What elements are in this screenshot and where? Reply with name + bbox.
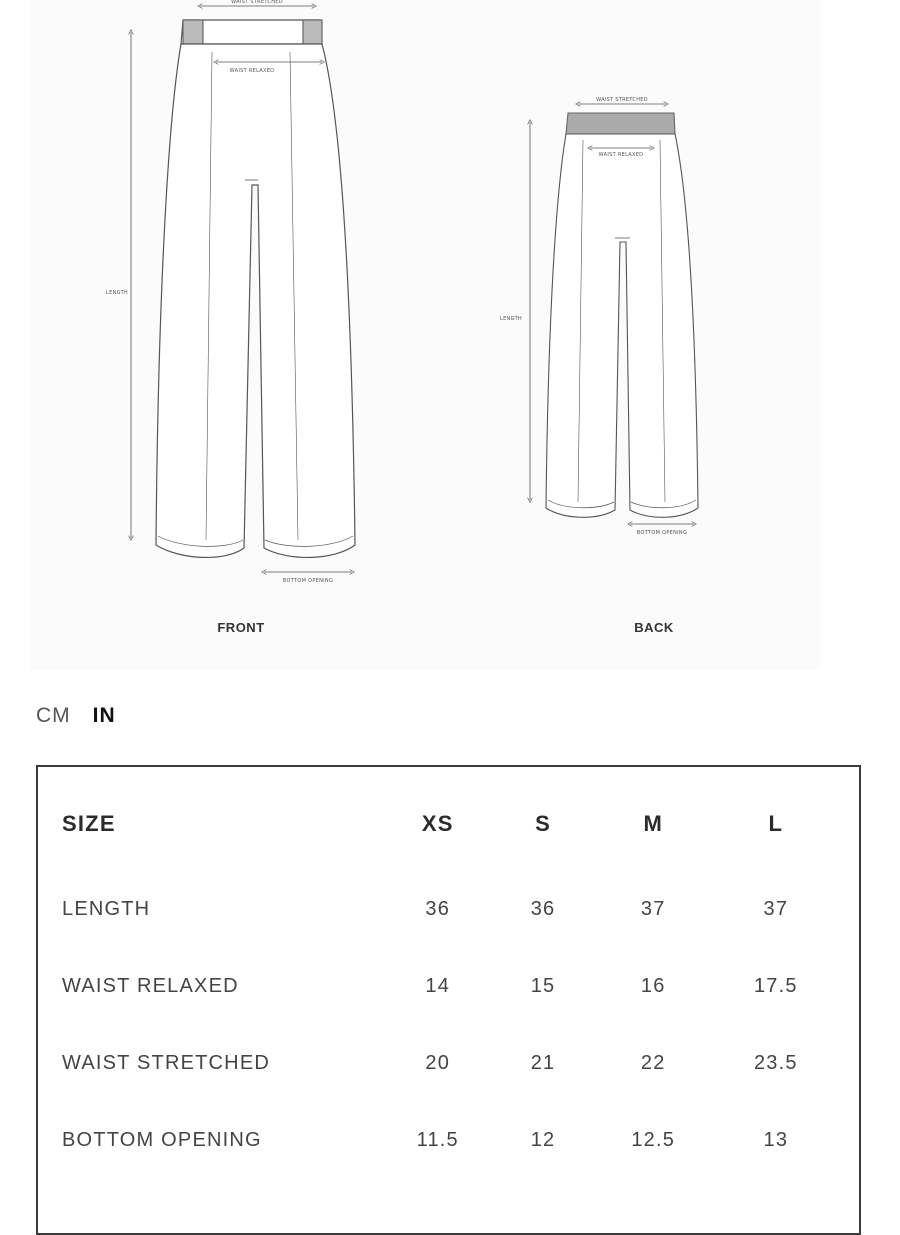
row-label-waist-relaxed: WAIST RELAXED [62, 975, 239, 997]
cell-waist-relaxed-s: 15 [530, 975, 556, 997]
front-waist-stretched-label: WAIST STRETCHED [231, 0, 283, 5]
unit-switcher [36, 704, 116, 728]
row-label-waist-stretched: WAIST STRETCHED [62, 1052, 271, 1074]
unit-cm-toggle[interactable]: CM [36, 704, 71, 727]
size-header-s: S [535, 811, 551, 836]
back-waist-stretched-label: WAIST STRETCHED [596, 97, 648, 103]
size-header-xs: XS [421, 811, 454, 836]
back-waist-relaxed-label: WAIST RELAXED [598, 152, 644, 158]
front-view-label: FRONT [217, 620, 265, 635]
cell-bottom-opening-s: 12 [530, 1129, 556, 1151]
size-header-row [62, 801, 842, 871]
cell-bottom-opening-l: 13 [763, 1129, 789, 1151]
size-chart [36, 765, 861, 1235]
row-label-length: LENGTH [62, 898, 151, 920]
row-label-bottom-opening: BOTTOM OPENING [62, 1129, 262, 1151]
back-pants-drawing [546, 113, 698, 517]
size-header-m: M [643, 811, 663, 836]
cell-waist-stretched-s: 21 [530, 1052, 556, 1074]
back-bottom-opening-label: BOTTOM OPENING [636, 530, 688, 536]
unit-in-toggle[interactable]: IN [92, 704, 116, 727]
cell-waist-relaxed-l: 17.5 [753, 975, 798, 997]
pants-measurement-diagram [30, 0, 820, 670]
cell-bottom-opening-xs: 11.5 [416, 1129, 459, 1151]
table-row [62, 1102, 842, 1179]
size-table [62, 801, 842, 1179]
size-header-l: L [768, 811, 784, 836]
cell-bottom-opening-m: 12.5 [631, 1129, 676, 1151]
cell-waist-stretched-m: 22 [640, 1052, 666, 1074]
table-row [62, 948, 842, 1025]
cell-waist-stretched-l: 23.5 [753, 1052, 798, 1074]
table-row [62, 1025, 842, 1102]
cell-waist-stretched-xs: 20 [425, 1052, 451, 1074]
front-waist-relaxed-label: WAIST RELAXED [229, 68, 275, 74]
front-bottom-opening-label: BOTTOM OPENING [282, 578, 334, 584]
cell-length-m: 37 [640, 898, 666, 920]
cell-length-s: 36 [530, 898, 556, 920]
pants-diagram-svg [30, 0, 820, 670]
cell-length-xs: 36 [425, 898, 451, 920]
size-header-label: SIZE [62, 811, 116, 836]
cell-length-l: 37 [763, 898, 789, 920]
front-pants-drawing [156, 20, 355, 557]
back-view-label: BACK [634, 620, 674, 635]
table-row [62, 871, 842, 948]
front-length-label: LENGTH [106, 290, 128, 296]
back-length-label: LENGTH [500, 316, 522, 322]
cell-waist-relaxed-xs: 14 [425, 975, 451, 997]
cell-waist-relaxed-m: 16 [640, 975, 666, 997]
